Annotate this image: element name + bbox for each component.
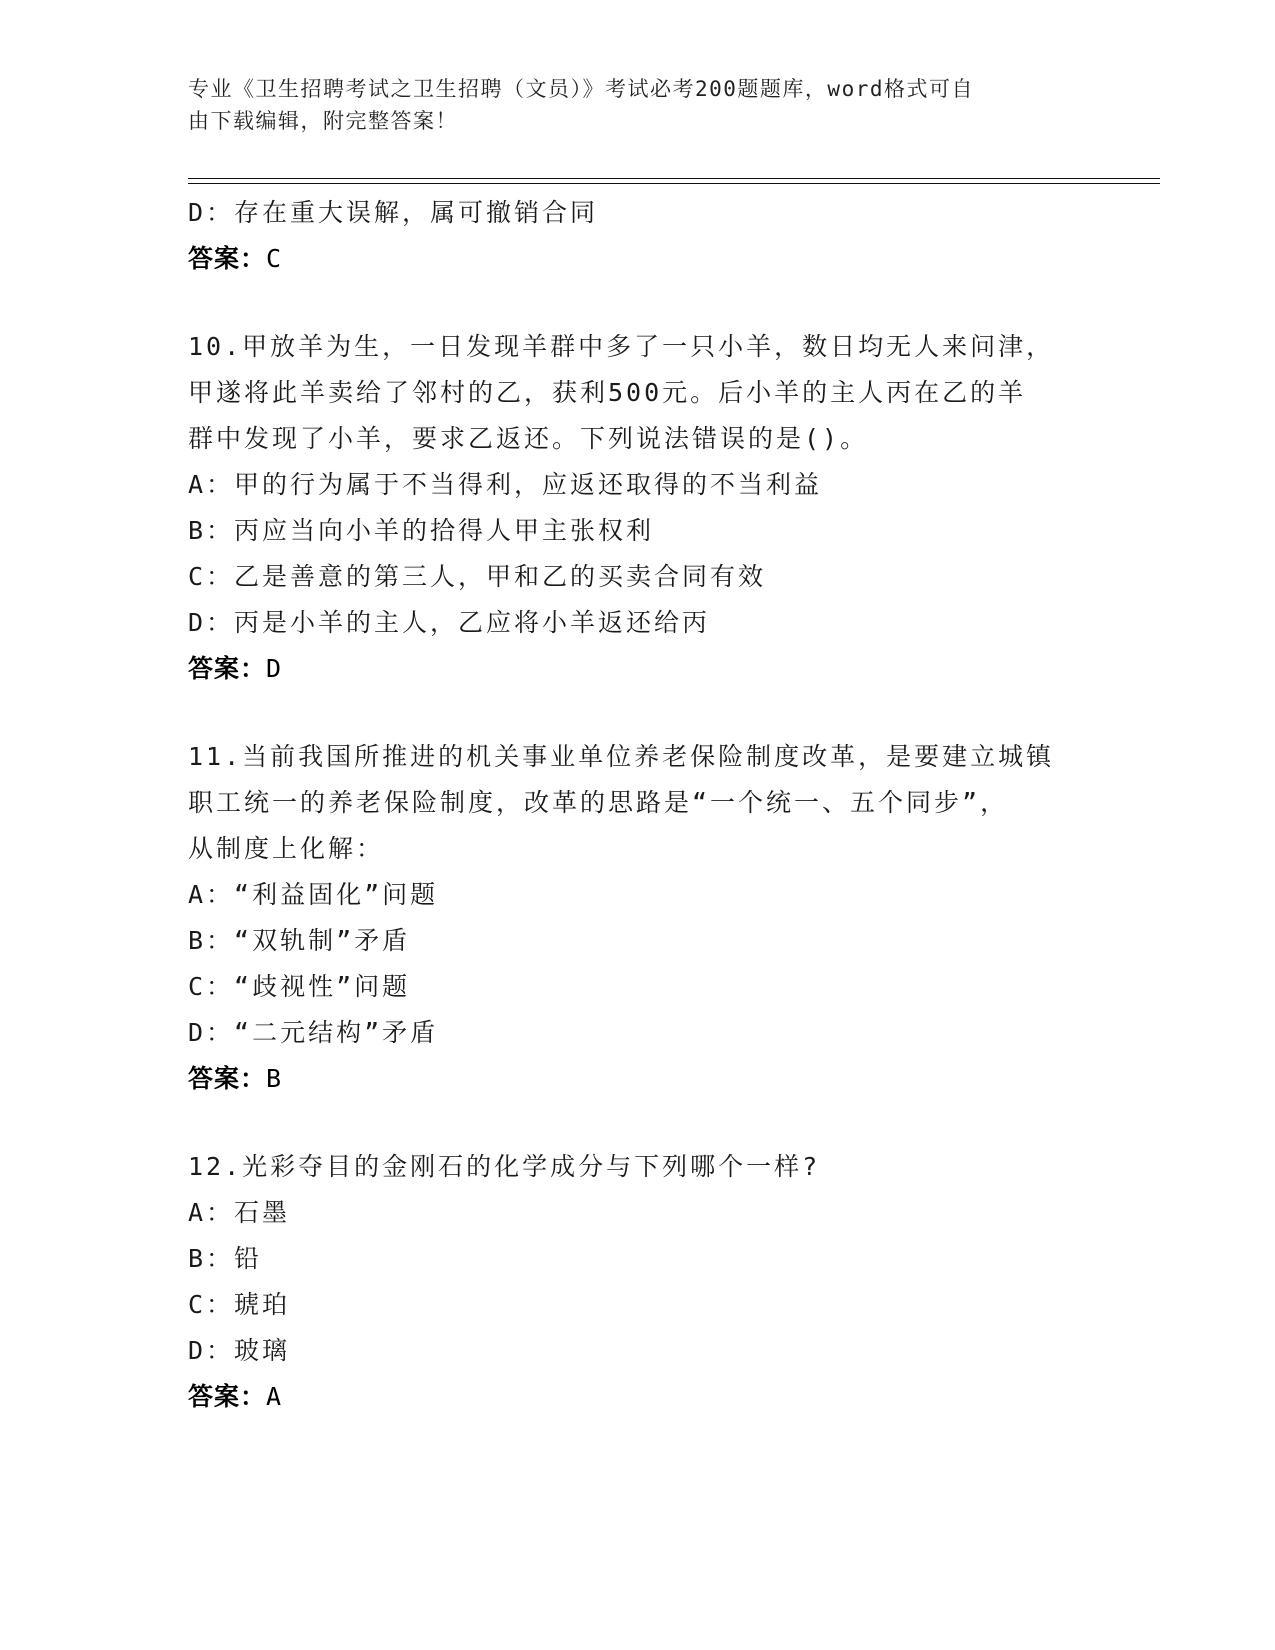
option-d: D：“二元结构”矛盾: [188, 1018, 439, 1047]
option-d: D：玻璃: [188, 1336, 291, 1365]
option-c: C：琥珀: [188, 1290, 291, 1319]
spacer: [188, 692, 1088, 734]
option-b: B：“双轨制”矛盾: [188, 926, 411, 955]
answer-value: B: [266, 1064, 282, 1093]
answer-line: [188, 1374, 1088, 1420]
question-10: [188, 324, 1088, 692]
answer-value: D: [266, 654, 282, 683]
option-a: A：石墨: [188, 1198, 291, 1227]
option-a: A：甲的行为属于不当得利，应返还取得的不当利益: [188, 470, 823, 499]
document-header: [188, 73, 1068, 137]
question-content: [188, 190, 1088, 1420]
stem-line: 11.当前我国所推进的机关事业单位养老保险制度改革，是要建立城镇: [188, 742, 1055, 771]
option-b: B：丙应当向小羊的拾得人甲主张权利: [188, 516, 655, 545]
stem-line: 从制度上化解：: [188, 834, 385, 863]
header-divider-top: [188, 178, 1160, 179]
carryover-block: [188, 190, 1088, 282]
answer-line: [188, 646, 1088, 692]
option-a: A：“利益固化”问题: [188, 880, 439, 909]
option-d: D：存在重大误解，属可撤销合同: [188, 198, 599, 227]
answer-label: 答案：: [188, 1064, 267, 1093]
question-stem: [188, 1144, 1088, 1190]
stem-line: 12.光彩夺目的金刚石的化学成分与下列哪个一样?: [188, 1152, 821, 1181]
stem-line: 职工统一的养老保险制度，改革的思路是“一个统一、五个同步”，: [188, 788, 1009, 817]
answer-label: 答案：: [188, 244, 267, 273]
answer-label: 答案：: [188, 1382, 267, 1411]
option-c: C：“歧视性”问题: [188, 972, 411, 1001]
question-stem: [188, 324, 1088, 462]
spacer: [188, 282, 1088, 324]
answer-line: [188, 1056, 1088, 1102]
header-line-2: 由下载编辑，附完整答案！: [188, 109, 458, 133]
stem-line: 群中发现了小羊，要求乙返还。下列说法错误的是()。: [188, 424, 869, 453]
answer-value: A: [266, 1382, 282, 1411]
answer-line: [188, 236, 1088, 282]
stem-line: 10.甲放羊为生，一日发现羊群中多了一只小羊，数日均无人来问津，: [188, 332, 1055, 361]
option-b: B：铅: [188, 1244, 263, 1273]
header-divider-bottom: [188, 183, 1160, 184]
stem-line: 甲遂将此羊卖给了邻村的乙，获利500元。后小羊的主人丙在乙的羊: [188, 378, 1027, 407]
question-12: [188, 1144, 1088, 1420]
question-stem: [188, 734, 1088, 872]
option-c: C：乙是善意的第三人，甲和乙的买卖合同有效: [188, 562, 767, 591]
answer-label: 答案：: [188, 654, 267, 683]
question-11: [188, 734, 1088, 1102]
answer-value: C: [266, 244, 282, 273]
spacer: [188, 1102, 1088, 1144]
option-d: D：丙是小羊的主人，乙应将小羊返还给丙: [188, 608, 711, 637]
header-line-1: 专业《卫生招聘考试之卫生招聘（文员）》考试必考200题题库，word格式可自: [188, 77, 974, 101]
